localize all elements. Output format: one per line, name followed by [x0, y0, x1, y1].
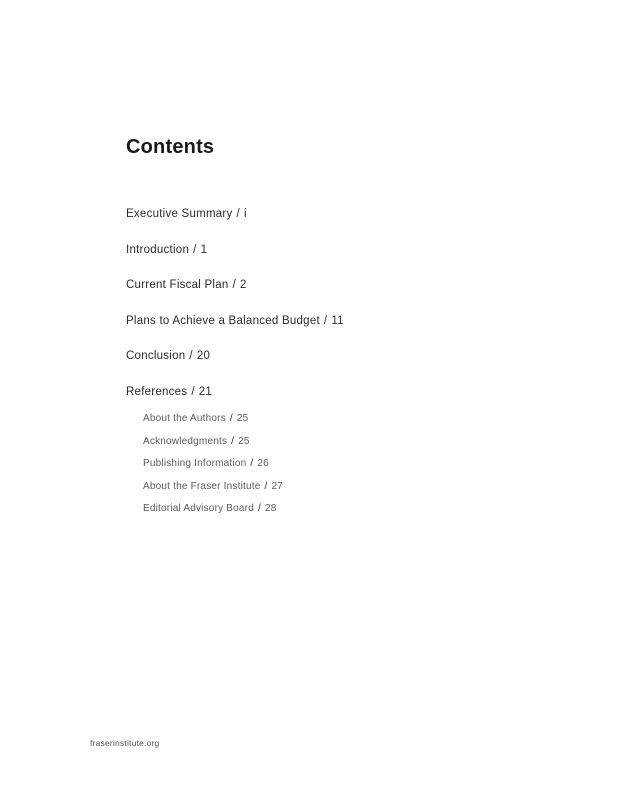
toc-entry-label: Acknowledgments: [143, 435, 228, 447]
toc-entry-introduction[interactable]: [126, 244, 546, 256]
toc-entry-page: 27: [271, 480, 283, 492]
toc-separator: /: [229, 413, 233, 424]
toc-separator: /: [189, 350, 193, 362]
table-of-contents: [126, 208, 546, 514]
toc-sub-list: [143, 413, 283, 526]
toc-entry-label: Plans to Achieve a Balanced Budget: [126, 314, 320, 327]
toc-entry-page: 25: [236, 413, 249, 424]
toc-entry-plans-to-achieve-a-balanced-budget[interactable]: [126, 315, 546, 327]
toc-separator: /: [193, 243, 197, 256]
toc-entry-page: 1: [200, 243, 208, 256]
page-title: Contents: [126, 136, 215, 158]
toc-separator: /: [250, 458, 254, 469]
toc-entry-label: Conclusion: [126, 350, 186, 362]
toc-entry-editorial-advisory-board[interactable]: [143, 503, 283, 514]
toc-entry-about-the-fraser-institute[interactable]: [143, 481, 283, 492]
toc-separator: /: [232, 279, 236, 291]
toc-entry-page: 20: [196, 350, 211, 362]
toc-separator: /: [231, 435, 235, 447]
toc-entry-label: Executive Summary: [126, 208, 233, 220]
toc-entry-page: i: [243, 208, 247, 220]
toc-entry-page: 2: [240, 279, 247, 291]
toc-entry-references[interactable]: [126, 386, 546, 398]
toc-entry-label: Current Fiscal Plan: [126, 279, 229, 291]
toc-entry-page: 21: [198, 385, 213, 398]
toc-entry-label: References: [126, 385, 188, 398]
toc-entry-label: About the Fraser Institute: [143, 480, 261, 492]
toc-separator: /: [264, 480, 268, 492]
toc-entry-label: About the Authors: [143, 413, 226, 424]
toc-entry-page: 25: [238, 435, 250, 447]
toc-entry-label: Editorial Advisory Board: [143, 503, 254, 514]
toc-entry-label: Publishing Information: [143, 458, 247, 469]
toc-entry-page: 26: [257, 458, 269, 469]
toc-entry-page: 11: [331, 314, 344, 327]
toc-separator: /: [257, 503, 261, 514]
toc-entry-conclusion[interactable]: [126, 350, 546, 362]
toc-separator: /: [323, 314, 328, 327]
toc-main-list: [126, 208, 546, 398]
toc-entry-page: 28: [264, 503, 277, 514]
toc-separator: /: [236, 208, 240, 220]
toc-entry-about-the-authors[interactable]: [143, 413, 283, 424]
toc-entry-acknowledgments[interactable]: [143, 436, 283, 447]
toc-separator: /: [191, 385, 195, 398]
toc-entry-label: Introduction: [126, 243, 190, 256]
footer-website[interactable]: fraserinstitute.org: [90, 738, 160, 748]
toc-entry-current-fiscal-plan[interactable]: [126, 279, 546, 291]
toc-entry-executive-summary[interactable]: [126, 208, 546, 220]
toc-entry-publishing-information[interactable]: [143, 458, 283, 469]
